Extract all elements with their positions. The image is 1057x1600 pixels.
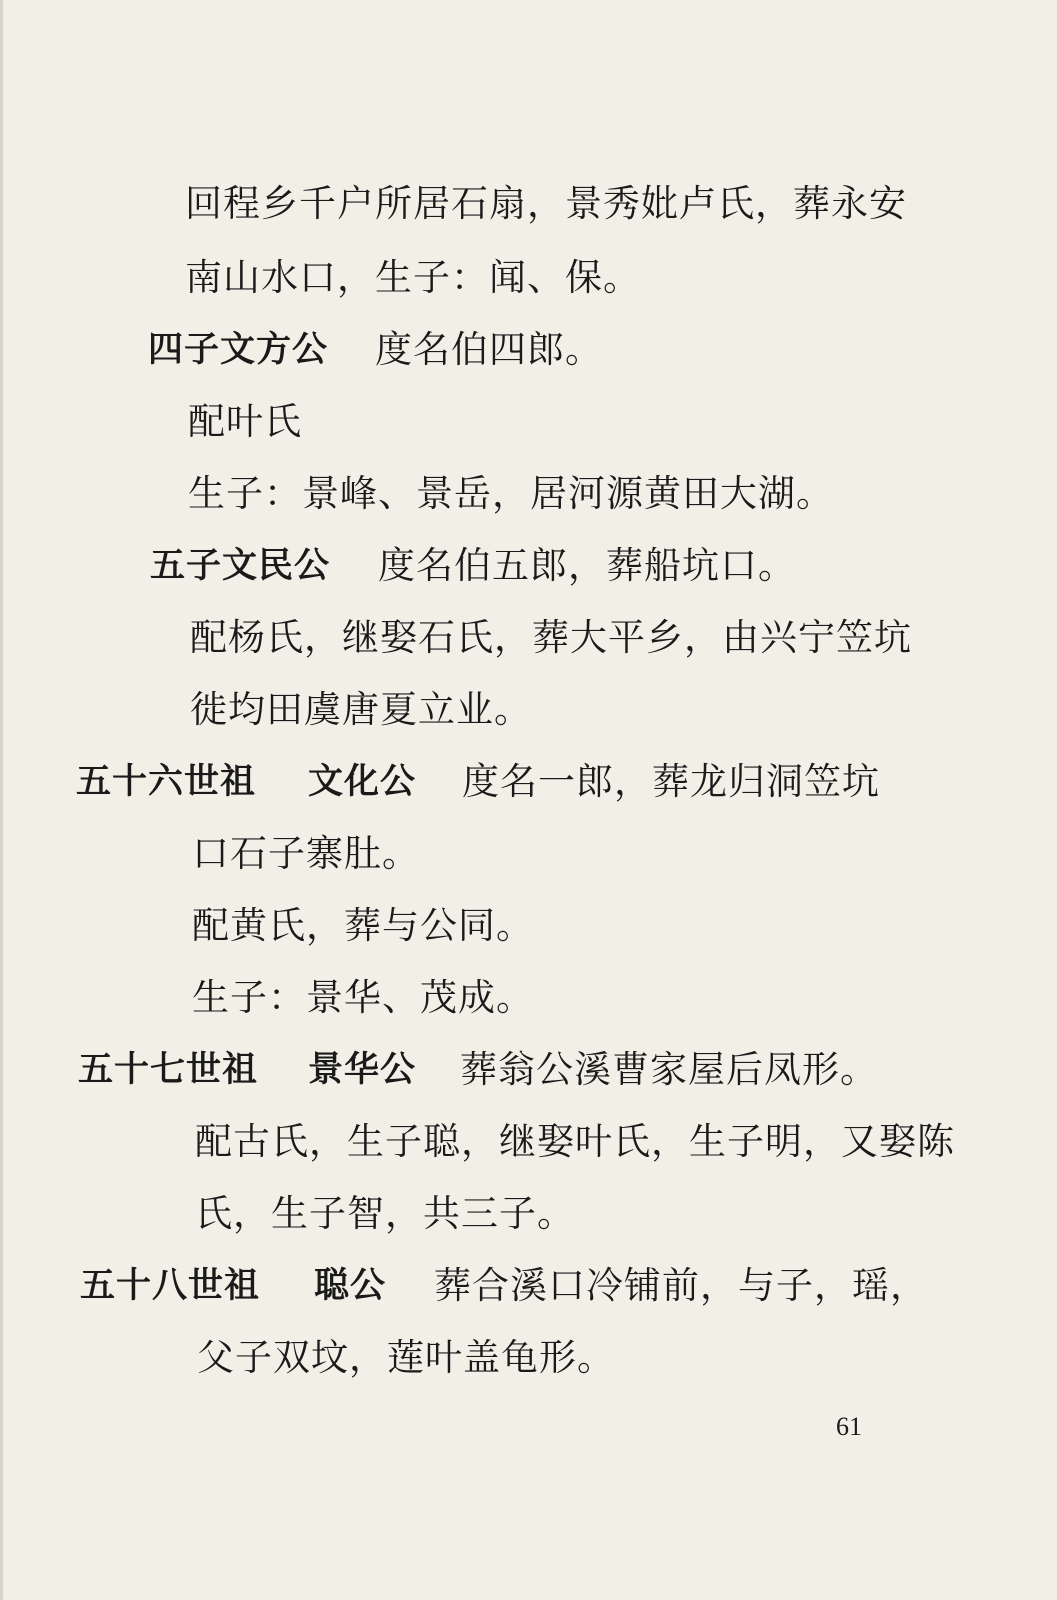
text-line: 葬翁公溪曹家屋后凤形。 — [460, 1048, 878, 1091]
text-line: 回程乡千户所居石扇，景秀妣卢氏，葬永安 — [185, 182, 907, 225]
text-line: 配古氏，生子聪，继娶叶氏，生子明，又娶陈 — [195, 1120, 955, 1163]
text-line: 生子：景峰、景岳，居河源黄田大湖。 — [188, 472, 834, 515]
text-line: 氏，生子智，共三子。 — [195, 1192, 575, 1235]
person-heading: 四子文方公 — [148, 330, 329, 370]
person-heading: 景华公 — [308, 1050, 417, 1090]
page-edge — [0, 0, 3, 1600]
text-line: 配杨氏，继娶石氏，葬大平乡，由兴宁笠坑 — [190, 616, 912, 659]
text-line: 配黄氏，葬与公同。 — [192, 904, 534, 947]
person-heading: 聪公 — [314, 1266, 387, 1306]
text-line: 生子：景华、茂成。 — [192, 976, 534, 1019]
text-line: 徙均田虞唐夏立业。 — [190, 688, 532, 731]
text-line: 葬合溪口冷铺前，与子，瑶， — [434, 1264, 928, 1307]
text-line: 父子双坟，莲叶盖龟形。 — [197, 1336, 615, 1379]
text-line: 度名伯四郎。 — [375, 328, 603, 371]
text-line: 南山水口，生子：闻、保。 — [185, 256, 641, 299]
page-number: 61 — [836, 1412, 862, 1441]
person-heading: 文化公 — [308, 762, 417, 802]
person-heading: 五子文民公 — [150, 546, 331, 586]
text-line: 度名一郎，葬龙归洞笠坑 — [462, 760, 880, 803]
text-line: 配叶氏 — [188, 400, 302, 443]
generation-label: 五十七世祖 — [78, 1050, 259, 1090]
generation-label: 五十八世祖 — [80, 1266, 261, 1306]
generation-label: 五十六世祖 — [76, 762, 257, 802]
text-line: 口石子寨肚。 — [192, 832, 420, 875]
text-line: 度名伯五郎，葬船坑口。 — [378, 544, 796, 587]
